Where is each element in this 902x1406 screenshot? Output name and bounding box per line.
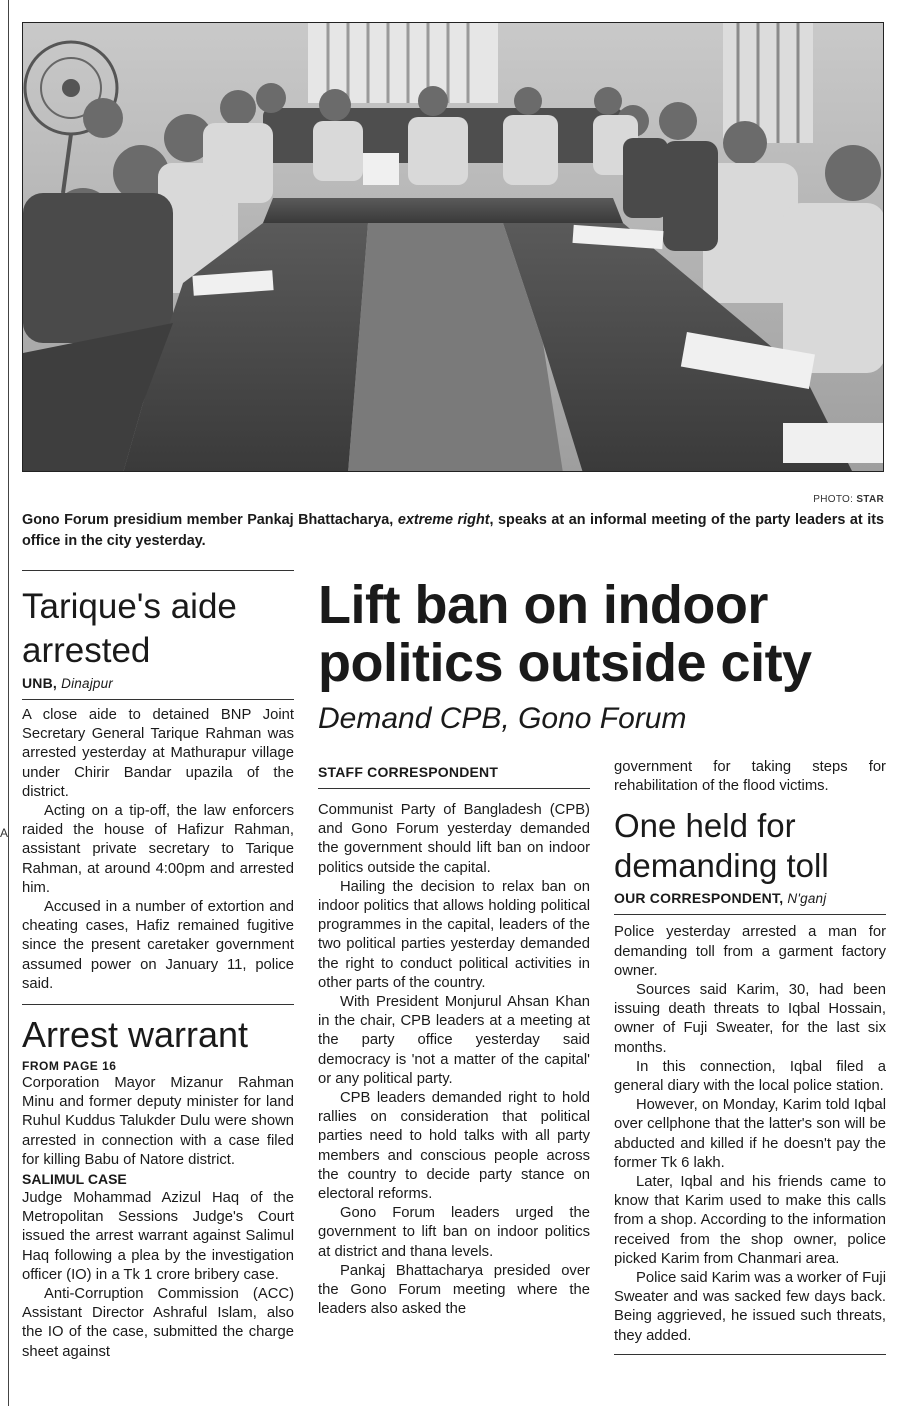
- column-rule: [318, 788, 590, 789]
- column-left: [22, 570, 294, 1362]
- paragraph: In this connection, Iqbal filed a general diary with the local police station.: [614, 1058, 886, 1095]
- byline-place: N'ganj: [787, 891, 827, 907]
- paragraph: Later, Iqbal and his friends came to know that Karim used to make this calls from a shop. According to the information received from the shop owner, police picked Karim from Chanmari area.: [614, 1174, 886, 1267]
- column-rule: [22, 699, 294, 700]
- meeting-photo: [22, 22, 884, 472]
- paragraph: Corporation Mayor Mizanur Rahman Minu and former deputy minister for land Ruhul Kuddus Talukder Dulu were shown arrested in connection with a case filed for killing Babu of Natore district.: [22, 1075, 294, 1168]
- caption-text-2: , speaks at an informal meeting of the party leaders at its office in the city yesterday.: [22, 512, 885, 549]
- paragraph: Judge Mohammad Azizul Haq of the Metropolitan Sessions Judge's Court issued the arrest warrant against Salimul Haq following a plea by the investigation officer (IO) in a Tk 1 crore bribery case.: [22, 1190, 294, 1283]
- story-lift-continued: [614, 758, 886, 796]
- paragraph: Acting on a tip-off, the law enforcers raided the house of Hafizur Rahman, assistant private secretary to Tarique Rahman, at around 4:00pm and arrested him.: [22, 803, 294, 896]
- column-middle: [318, 762, 590, 1319]
- byline-staff: STAFF CORRESPONDENT: [318, 764, 499, 780]
- photo-credit-source: STAR: [856, 494, 884, 505]
- paragraph: Anti-Corruption Commission (ACC) Assistant Director Ashraful Islam, also the IO of the case, submitted the charge sheet against: [22, 1286, 294, 1360]
- caption-text-1: Gono Forum presidium member Pankaj Bhattacharya,: [22, 512, 398, 528]
- column-rule: [614, 914, 886, 915]
- photo-credit-label: PHOTO:: [813, 494, 854, 505]
- story-tarique-body: [22, 706, 294, 994]
- byline-tarique: [22, 675, 294, 691]
- paragraph: CPB leaders demanded right to hold rallies on consideration that political parties need to hold talks with all party members and conscious people across the country to decide party stance on electoral reforms.: [318, 1090, 590, 1203]
- story-toll-body: [614, 923, 886, 1345]
- headline-warrant: Arrest warrant: [22, 1014, 249, 1056]
- photo-caption: [22, 510, 884, 552]
- left-margin-rule: [8, 0, 9, 1406]
- paragraph: Hailing the decision to relax ban on indoor politics that allows holding political programmes in the capital, leaders of the two political parties yesterday demanded the right to conduct political activities in other parts of the country.: [318, 878, 590, 991]
- from-page-label: FROM PAGE 16: [22, 1059, 117, 1074]
- paragraph: However, on Monday, Karim told Iqbal over cellphone that the latter's son will be abducted and killed if he doesn't pay the former Tk 6 lakh.: [614, 1097, 886, 1171]
- lead-story-header: [318, 570, 886, 742]
- paragraph: government for taking steps for rehabilitation of the flood victims.: [614, 759, 886, 795]
- story-lift-body: [318, 801, 590, 1319]
- headline-toll: One held for demanding toll: [614, 807, 829, 885]
- paragraph: Sources said Karim, 30, had been issuing death threats to Iqbal Hossain, owner of Fuji Sweater, for the last six months.: [614, 982, 886, 1056]
- story-warrant-body: [22, 1074, 294, 1362]
- margin-marker: A: [0, 826, 9, 840]
- subheadline-lift-ban: Demand CPB, Gono Forum: [318, 702, 687, 735]
- column-rule: [614, 1354, 886, 1355]
- paragraph: Police said Karim was a worker of Fuji Sweater and was sacked few days back. Being aggrieved, he issued such threats, they added.: [614, 1270, 886, 1344]
- paragraph: Accused in a number of extortion and cheating cases, Hafiz remained fugitive since the present caretaker government assumed power on January 11, police said.: [22, 899, 294, 992]
- paragraph: Pankaj Bhattacharya presided over the Gono Forum meeting where the leaders also asked the: [318, 1262, 590, 1318]
- column-right: [614, 758, 886, 1355]
- byline-correspondent: OUR CORRESPONDENT,: [614, 890, 784, 907]
- column-rule: [22, 1004, 294, 1005]
- paragraph: Police yesterday arrested a man for demanding toll from a garment factory owner.: [614, 924, 886, 979]
- paragraph: Gono Forum leaders urged the government to lift ban on indoor politics at district and thana levels.: [318, 1205, 590, 1260]
- paragraph: Communist Party of Bangladesh (CPB) and Gono Forum yesterday demanded the government should lift ban on indoor politics outside the capital.: [318, 802, 590, 876]
- photo-credit: [813, 494, 884, 505]
- byline-toll: [614, 890, 886, 906]
- byline-place: Dinajpur: [61, 676, 114, 691]
- caption-italic: extreme right: [397, 512, 490, 528]
- paragraph: With President Monjurul Ahsan Khan in the chair, CPB leaders at a meeting at the party office yesterday said democracy is 'not a matter of the capital' or any political party.: [318, 994, 590, 1087]
- headline-tarique: Tarique's aide arrested: [22, 587, 237, 670]
- headline-lift-ban: Lift ban on indoor politics outside city: [318, 575, 812, 693]
- column-rule: [22, 570, 294, 571]
- byline-agency: UNB,: [22, 675, 58, 691]
- subhead-salimul: SALIMUL CASE: [22, 1171, 127, 1188]
- paragraph: A close aide to detained BNP Joint Secretary General Tarique Rahman was arrested yesterday at Mathurapur village under Chirir Bandar upazila of the district.: [22, 707, 294, 800]
